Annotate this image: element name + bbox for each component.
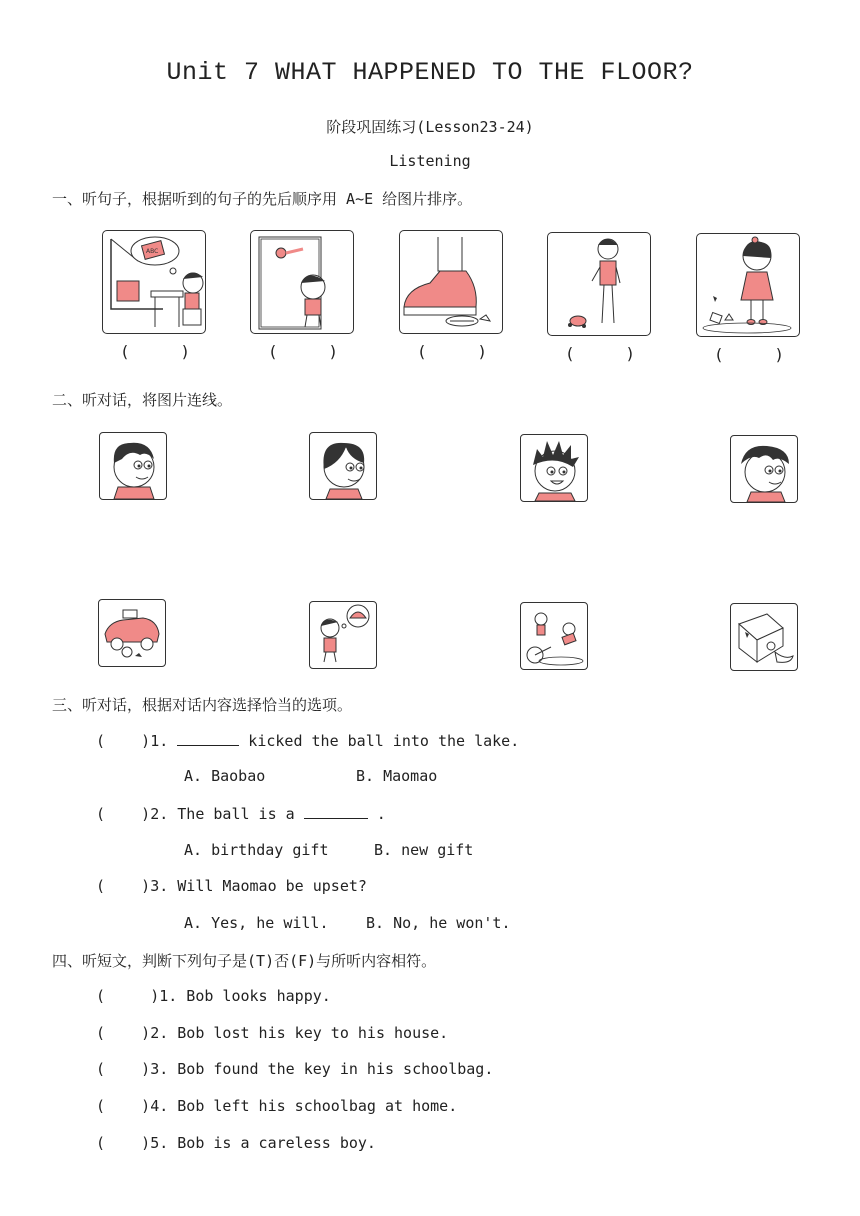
face-1-curly-boy[interactable] [99, 432, 167, 500]
face-2-girl[interactable] [309, 432, 377, 500]
q4-item-2: ( )2. Bob lost his key to his house. [96, 1024, 449, 1042]
q4-item-4: ( )4. Bob left his schoolbag at home. [96, 1097, 458, 1115]
picture-5-girl-broken-items [696, 233, 800, 337]
answer-paren-1[interactable]: ( ) [120, 342, 190, 361]
q3-3-option-b[interactable]: B. No, he won't. [366, 914, 511, 932]
q3-1-option-a[interactable]: A. Baobao [184, 767, 266, 785]
q3-2-option-a[interactable]: A. birthday gift [184, 841, 329, 859]
page-title: Unit 7 WHAT HAPPENED TO THE FLOOR? [166, 58, 694, 87]
q4-item-1: ( )1. Bob looks happy. [96, 987, 331, 1005]
q3-2-blank[interactable] [304, 804, 368, 819]
face-4-boy[interactable] [730, 435, 798, 503]
q3-3-question: ( )3. Will Maomao be upset? [96, 877, 367, 895]
section-1-heading: 一、听句子，根据听到的句子的先后顺序用 A~E 给图片排序。 [52, 190, 473, 208]
picture-2-boy-key-door [250, 230, 354, 334]
q3-3-option-a[interactable]: A. Yes, he will. [184, 914, 329, 932]
answer-paren-4[interactable]: ( ) [565, 344, 635, 363]
picture-3-shoe-stepping [399, 230, 503, 334]
page-subtitle: 阶段巩固练习(Lesson23-24) [326, 118, 534, 136]
q3-1-blank[interactable] [177, 731, 239, 746]
picture-broken-toy-car[interactable] [98, 599, 166, 667]
q3-1-question: ( )1. kicked the ball into the lake. [96, 732, 520, 750]
abc-label: ABC [146, 248, 159, 255]
listening-label: Listening [389, 152, 471, 170]
face-3-spiky-boy[interactable] [520, 434, 588, 502]
picture-4-boy-broken-toy [547, 232, 651, 336]
section-3-heading: 三、听对话，根据对话内容选择恰当的选项。 [52, 696, 353, 714]
section-4-heading: 四、听短文，判断下列句子是(T)否(F)与所听内容相符。 [52, 952, 437, 970]
q3-1-option-b[interactable]: B. Maomao [356, 767, 438, 785]
picture-kids-bicycle-fall[interactable] [520, 602, 588, 670]
answer-paren-2[interactable]: ( ) [268, 342, 338, 361]
q4-item-3: ( )3. Bob found the key in his schoolbag. [96, 1060, 494, 1078]
picture-boy-thinking-ball[interactable] [309, 601, 377, 669]
picture-1-boy-thinking-book [102, 230, 206, 334]
q3-2-option-b[interactable]: B. new gift [374, 841, 474, 859]
q4-item-5: ( )5. Bob is a careless boy. [96, 1134, 376, 1152]
section-2-heading: 二、听对话，将图片连线。 [52, 391, 233, 409]
answer-paren-5[interactable]: ( ) [714, 345, 784, 364]
answer-paren-3[interactable]: ( ) [417, 342, 487, 361]
picture-spilled-box[interactable] [730, 603, 798, 671]
q3-2-question: ( )2. The ball is a . [96, 805, 386, 823]
